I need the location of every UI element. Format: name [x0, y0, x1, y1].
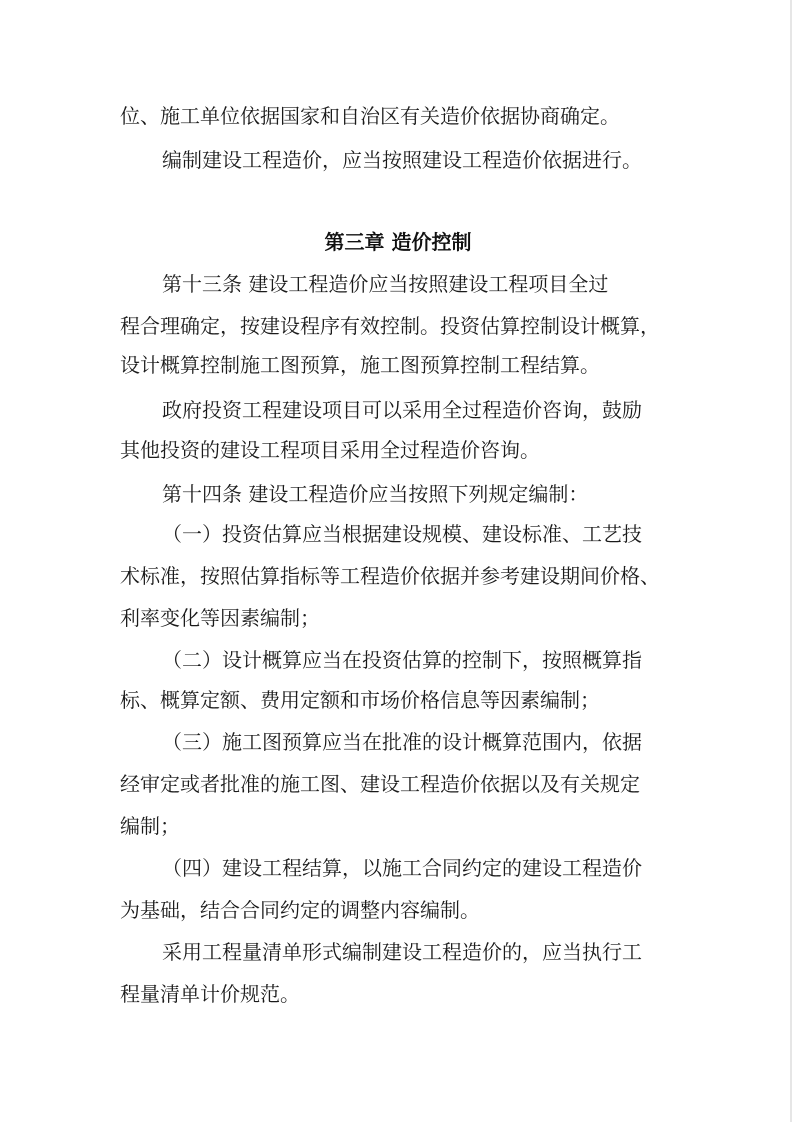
article-13-para-2-line-1: 政府投资工程建设项目可以采用全过程造价咨询，鼓励	[162, 398, 642, 422]
paragraph-1-line-1: 位、施工单位依据国家和自治区有关造价依据协商确定。	[120, 104, 620, 128]
text-line	[0, 640, 796, 680]
article-13-para-2-line-2: 其他投资的建设工程项目采用全过程造价咨询。	[120, 438, 540, 462]
closing-para-line-2: 程量清单计价规范。	[120, 982, 300, 1006]
text-line	[0, 932, 796, 972]
text-line	[0, 722, 796, 762]
item-3-line-3: 编制；	[120, 814, 180, 838]
item-1-line-2: 术标准，按照估算指标等工程造价依据并参考建设期间价格、	[120, 564, 660, 588]
article-14-line-1: 第十四条 建设工程造价应当按照下列规定编制：	[162, 482, 589, 506]
text-line	[0, 680, 796, 720]
text-line	[0, 264, 796, 304]
article-13-line-3: 设计概算控制施工图预算，施工图预算控制工程结算。	[120, 353, 600, 377]
text-line	[0, 806, 796, 846]
item-2-line-1: （二）设计概算应当在投资估算的控制下，按照概算指	[162, 648, 642, 672]
paragraph-2-line-1: 编制建设工程造价，应当按照建设工程造价依据进行。	[162, 148, 642, 172]
article-13-line-1: 第十三条 建设工程造价应当按照建设工程项目全过	[162, 272, 609, 296]
text-line	[0, 890, 796, 930]
closing-para-line-1: 采用工程量清单形式编制建设工程造价的，应当执行工	[162, 940, 642, 964]
text-line	[0, 474, 796, 514]
item-4-line-1: （四）建设工程结算，以施工合同约定的建设工程造价	[162, 856, 642, 880]
text-line	[0, 598, 796, 638]
item-1-line-3: 利率变化等因素编制；	[120, 606, 320, 630]
text-line	[0, 764, 796, 804]
item-4-line-2: 为基础，结合合同约定的调整内容编制。	[120, 898, 480, 922]
item-1-line-1: （一）投资估算应当根据建设规模、建设标准、工艺技	[162, 522, 642, 546]
text-line	[0, 140, 796, 180]
item-2-line-2: 标、概算定额、费用定额和市场价格信息等因素编制；	[120, 688, 600, 712]
item-3-line-2: 经审定或者批准的施工图、建设工程造价依据以及有关规定	[120, 772, 640, 796]
text-line	[0, 974, 796, 1014]
text-line	[0, 848, 796, 888]
text-line	[0, 556, 796, 596]
text-line	[0, 306, 796, 346]
text-line	[0, 390, 796, 430]
chapter-title: 第三章 造价控制	[324, 230, 472, 254]
text-line	[0, 345, 796, 385]
text-line	[0, 514, 796, 554]
text-line	[0, 96, 796, 136]
article-13-line-2: 程合理确定，按建设程序有效控制。投资估算控制设计概算，	[120, 314, 660, 338]
text-line	[0, 430, 796, 470]
item-3-line-1: （三）施工图预算应当在批准的设计概算范围内，依据	[162, 730, 642, 754]
